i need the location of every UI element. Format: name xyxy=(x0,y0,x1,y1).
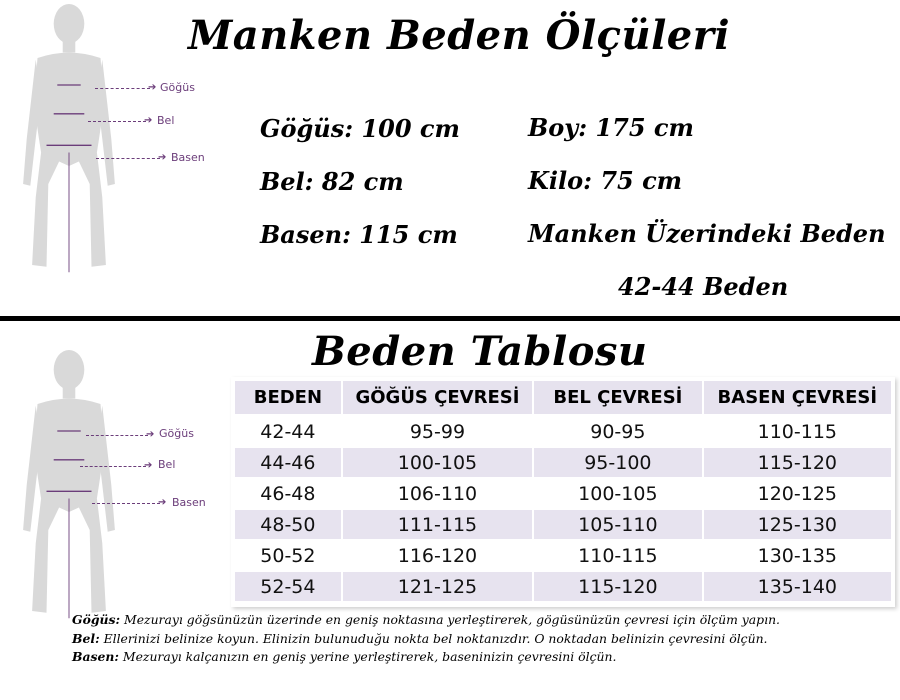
header-chest: GÖĞÜS ÇEVRESİ xyxy=(342,380,533,416)
section-divider xyxy=(0,316,900,321)
cell-size: 50-52 xyxy=(234,540,342,571)
size-table xyxy=(233,379,893,603)
chest-label: Göğüs xyxy=(160,81,195,94)
table-row xyxy=(234,540,892,571)
mannequin-silhouette-bottom xyxy=(14,350,124,620)
table-row xyxy=(234,509,892,540)
cell-chest: 95-99 xyxy=(342,416,533,448)
page-title: Manken Beden Ölçüleri xyxy=(188,12,731,59)
cell-hip: 130-135 xyxy=(703,540,892,571)
table-row xyxy=(234,416,892,448)
cell-size: 46-48 xyxy=(234,478,342,509)
model-size-value: 42-44 Beden xyxy=(618,272,789,301)
cell-size: 44-46 xyxy=(234,447,342,478)
cell-waist: 115-120 xyxy=(533,571,702,602)
waist-arrow-icon: ➔ xyxy=(144,115,153,126)
cell-waist: 100-105 xyxy=(533,478,702,509)
hip-label-2: Basen xyxy=(172,496,206,509)
table-row xyxy=(234,478,892,509)
table-row xyxy=(234,571,892,602)
chest-guide-line xyxy=(95,88,150,89)
cell-size: 48-50 xyxy=(234,509,342,540)
waist-label: Bel xyxy=(157,114,175,127)
mannequin-silhouette-top xyxy=(14,4,124,274)
chest-label-2: Göğüs xyxy=(159,427,194,440)
cell-chest: 111-115 xyxy=(342,509,533,540)
hip-guide-line-2 xyxy=(92,503,160,504)
model-waist: Bel: 82 cm xyxy=(260,167,404,196)
cell-chest: 100-105 xyxy=(342,447,533,478)
cell-chest: 121-125 xyxy=(342,571,533,602)
cell-hip: 115-120 xyxy=(703,447,892,478)
cell-waist: 105-110 xyxy=(533,509,702,540)
waist-label-2: Bel xyxy=(158,458,176,471)
hip-arrow-icon-2: ➔ xyxy=(158,497,167,508)
hip-arrow-icon: ➔ xyxy=(158,152,167,163)
cell-hip: 110-115 xyxy=(703,416,892,448)
note-waist: Bel: Ellerinizi belinize koyun. Elinizin bulunuduğu nokta bel noktanızdır. O noktadan belinizin çevresini ölçün. xyxy=(72,630,768,646)
cell-waist: 95-100 xyxy=(533,447,702,478)
cell-chest: 116-120 xyxy=(342,540,533,571)
header-waist: BEL ÇEVRESİ xyxy=(533,380,702,416)
model-height: Boy: 175 cm xyxy=(528,113,694,142)
table-row xyxy=(234,447,892,478)
model-hip: Basen: 115 cm xyxy=(260,220,458,249)
chest-arrow-icon-2: ➔ xyxy=(146,429,155,440)
note-hip: Basen: Mezurayı kalçanızın en geniş yerine yerleştirerek, baseninizin çevresini ölçün. xyxy=(72,649,617,664)
cell-hip: 135-140 xyxy=(703,571,892,602)
table-header-row xyxy=(234,380,892,416)
cell-waist: 110-115 xyxy=(533,540,702,571)
cell-chest: 106-110 xyxy=(342,478,533,509)
cell-hip: 120-125 xyxy=(703,478,892,509)
waist-arrow-icon-2: ➔ xyxy=(144,460,153,471)
hip-label: Basen xyxy=(171,151,205,164)
hip-guide-line xyxy=(96,158,160,159)
cell-waist: 90-95 xyxy=(533,416,702,448)
waist-guide-line-2 xyxy=(80,466,146,467)
cell-size: 42-44 xyxy=(234,416,342,448)
size-table-title: Beden Tablosu xyxy=(312,328,648,375)
measurement-notes xyxy=(72,611,900,667)
model-weight: Kilo: 75 cm xyxy=(528,166,683,195)
cell-hip: 125-130 xyxy=(703,509,892,540)
model-size-caption: Manken Üzerindeki Beden xyxy=(528,219,886,248)
model-chest: Göğüs: 100 cm xyxy=(260,114,460,143)
waist-guide-line xyxy=(88,121,146,122)
cell-size: 52-54 xyxy=(234,571,342,602)
chest-guide-line-2 xyxy=(86,435,148,436)
note-chest: Göğüs: Mezurayı göğsünüzün üzerinde en geniş noktasına yerleştirerek, gögüsünüzün çevresi için ölçüm yapın. xyxy=(72,612,780,627)
chest-arrow-icon: ➔ xyxy=(148,82,157,93)
header-size: BEDEN xyxy=(234,380,342,416)
header-hip: BASEN ÇEVRESİ xyxy=(703,380,892,416)
